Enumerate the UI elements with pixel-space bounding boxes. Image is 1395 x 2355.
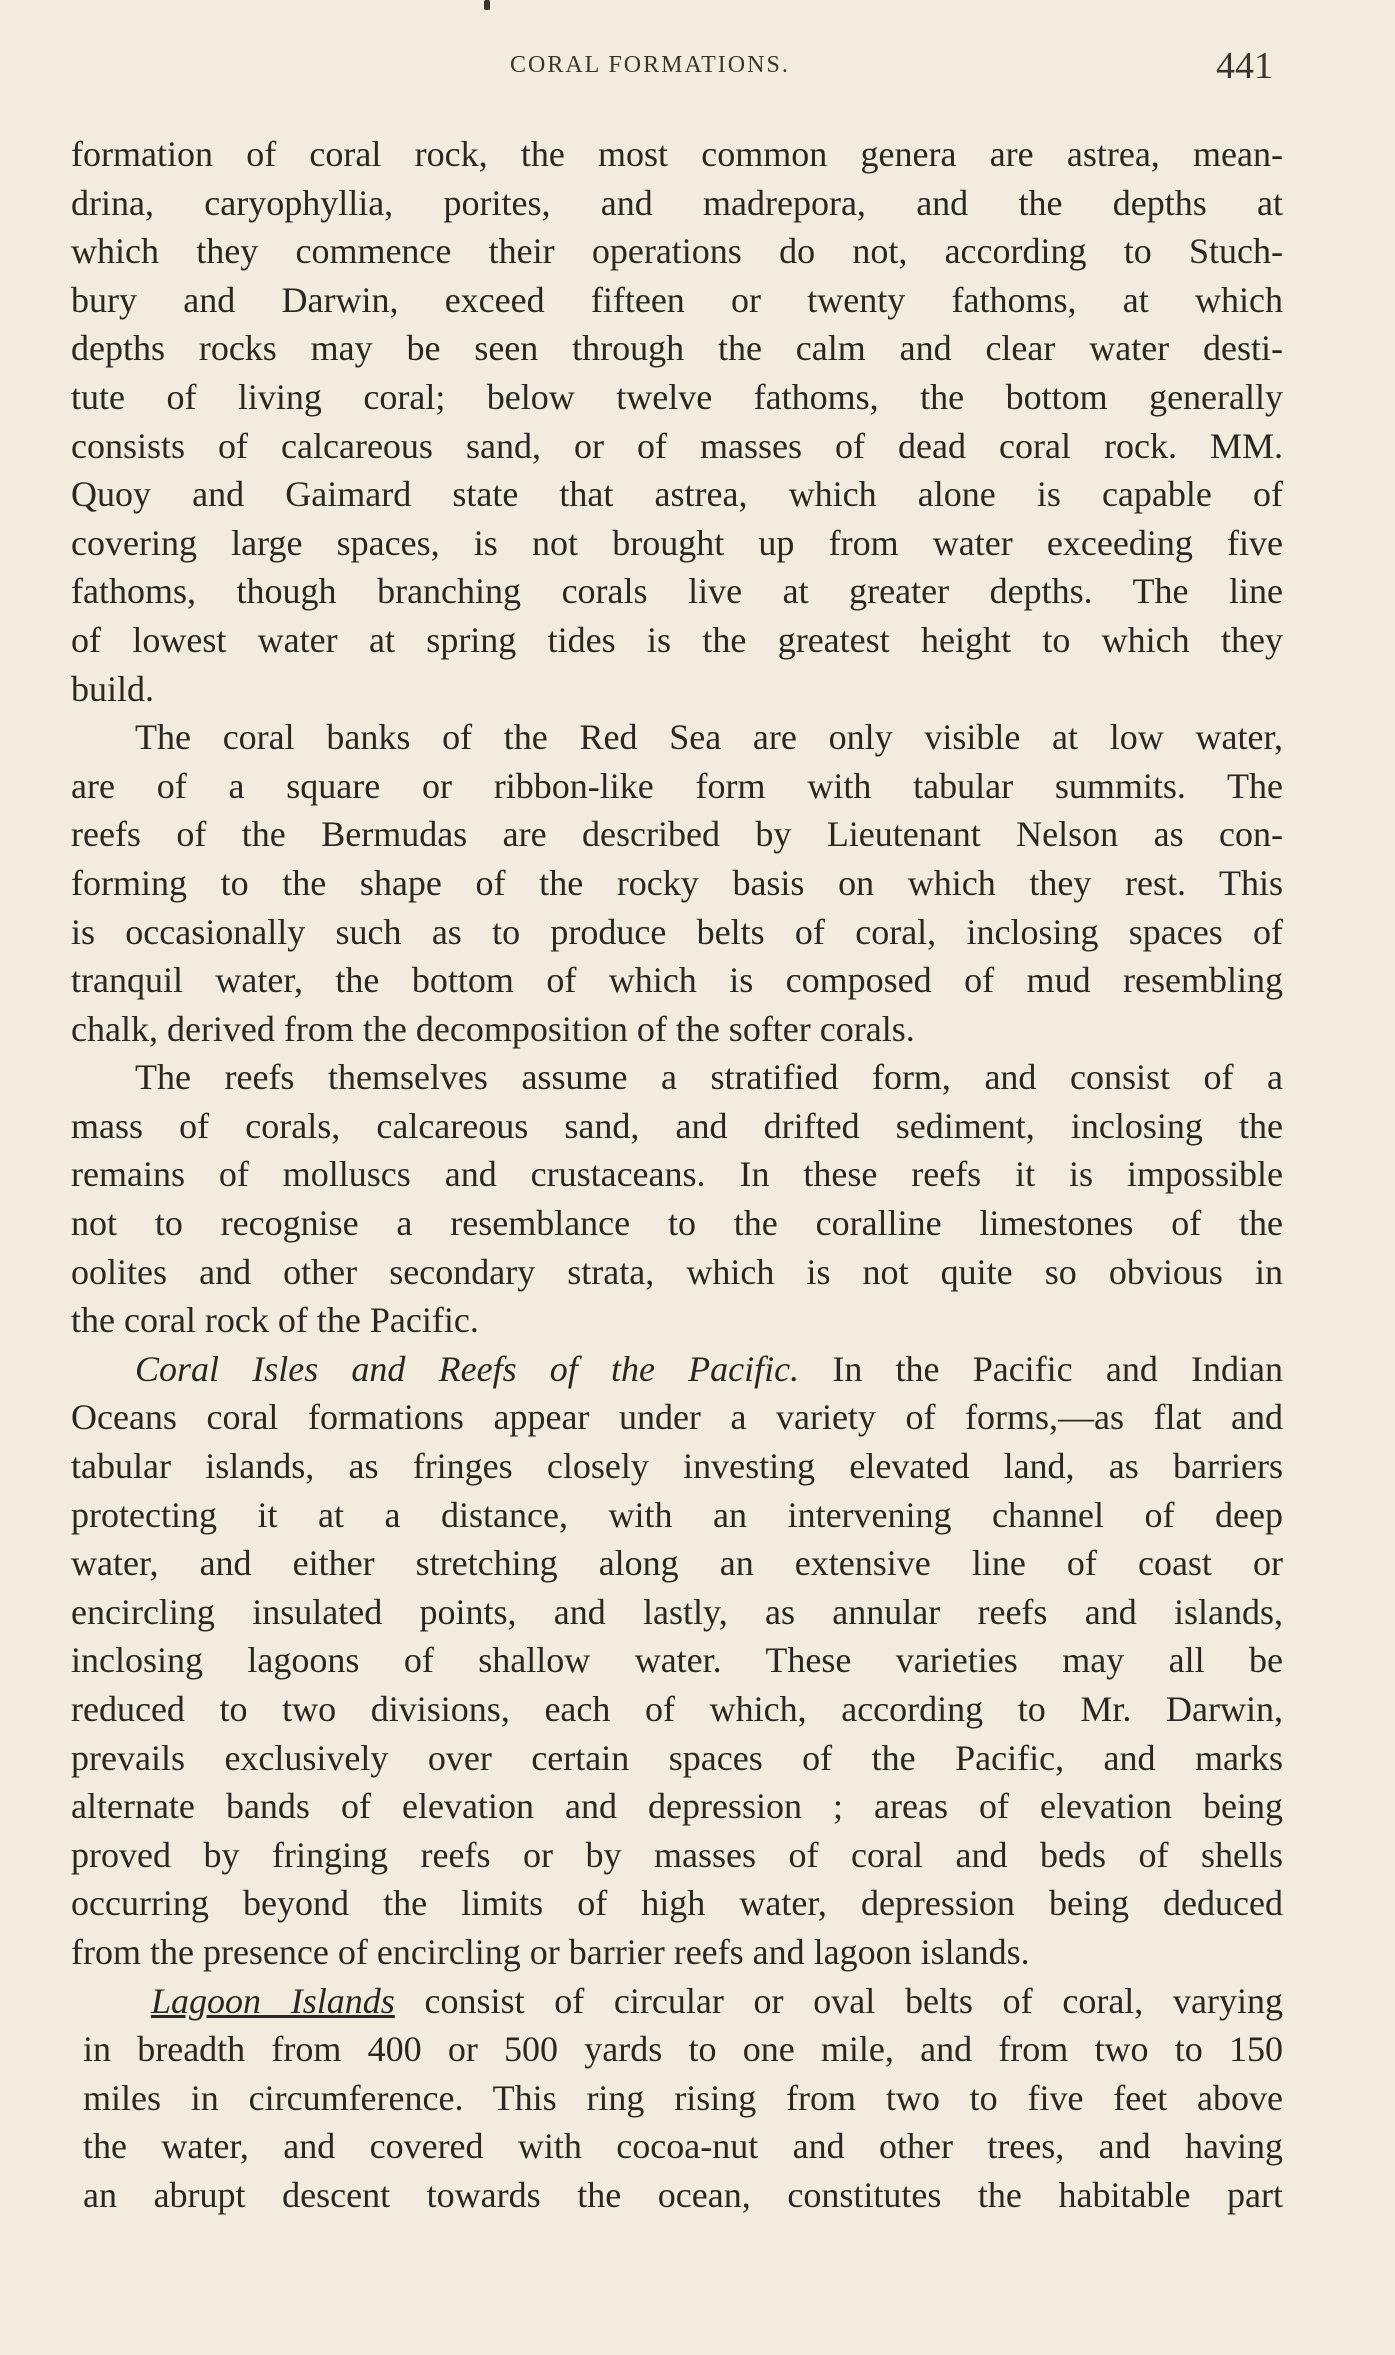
text-line: Quoy and Gaimard state that astrea, which alone is capable of xyxy=(71,474,1283,515)
paragraph-last-line: from the presence of encircling or barrier reefs and lagoon islands. xyxy=(71,1931,1030,1972)
text-line: are of a square or ribbon-like form with tabular summits. The xyxy=(71,765,1283,806)
paragraph-last-line: the coral rock of the Pacific. xyxy=(71,1300,479,1341)
text-line: inclosing lagoons of shallow water. These varieties may all be xyxy=(71,1640,1283,1681)
text-line: occurring beyond the limits of high water, depression being deduced xyxy=(71,1883,1283,1924)
text-line: reduced to two divisions, each of which, according to Mr. Darwin, xyxy=(71,1689,1283,1729)
text-line: forming to the shape of the rocky basis on which they rest. This xyxy=(71,862,1283,903)
text-line: not to recognise a resemblance to the coralline limestones of the xyxy=(71,1203,1283,1244)
text-line: water, and either stretching along an extensive line of coast or xyxy=(71,1543,1283,1584)
text-line: remains of molluscs and crustaceans. In these reefs it is impossible xyxy=(71,1154,1283,1195)
paragraph-first-line: The coral banks of the Red Sea are only visible at low water, xyxy=(135,717,1283,758)
text-line: depths rocks may be seen through the calm and clear water desti- xyxy=(71,328,1283,369)
text-line: Oceans coral formations appear under a variety of forms,—as flat and xyxy=(71,1397,1283,1438)
text-line: of lowest water at spring tides is the greatest height to which they xyxy=(71,619,1283,660)
paragraph-last-line: chalk, derived from the decomposition of the softer corals. xyxy=(71,1008,915,1049)
text-line: alternate bands of elevation and depression ; areas of elevation being xyxy=(71,1786,1283,1827)
text-line: covering large spaces, is not brought up from water exceeding five xyxy=(71,522,1283,563)
text-line: consists of calcareous sand, or of masses of dead coral rock. MM. xyxy=(71,425,1283,466)
paragraph-first-line: The reefs themselves assume a stratified form, and consist of a xyxy=(135,1057,1283,1098)
section-heading: Coral Isles and Reefs of the Pacific. xyxy=(135,1348,800,1389)
text-line: tabular islands, as fringes closely investing elevated land, as barriers xyxy=(71,1446,1283,1487)
text-line: tranquil water, the bottom of which is composed of mud resembling xyxy=(71,960,1283,1001)
body-text xyxy=(71,130,1283,2220)
text-line: the water, and covered with cocoa-nut and other trees, and having xyxy=(83,2126,1283,2167)
text-line: encircling insulated points, and lastly, as annular reefs and islands, xyxy=(71,1591,1283,1632)
text-run: In the Pacific and Indian xyxy=(799,1348,1283,1389)
text-line: an abrupt descent towards the ocean, constitutes the habitable part xyxy=(83,2174,1283,2215)
text-line: proved by fringing reefs or by masses of coral and beds of shells xyxy=(71,1834,1283,1875)
text-line: bury and Darwin, exceed fifteen or twenty fathoms, at which xyxy=(71,279,1283,320)
text-line: is occasionally such as to produce belts of coral, inclosing spaces of xyxy=(71,911,1283,952)
section-heading-line xyxy=(71,1345,1283,1394)
running-head: CORAL FORMATIONS. xyxy=(510,52,790,78)
text-line: miles in circumference. This ring rising from two to five feet above xyxy=(83,2077,1283,2118)
text-line: mass of corals, calcareous sand, and drifted sediment, inclosing the xyxy=(71,1105,1283,1146)
text-run: consist of circular or oval belts of coral, varying xyxy=(394,1980,1283,2021)
section-heading: Lagoon Islands xyxy=(151,1980,395,2021)
text-line: reefs of the Bermudas are described by Lieutenant Nelson as con- xyxy=(71,814,1283,855)
text-line: oolites and other secondary strata, which is not quite so obvious in xyxy=(71,1251,1283,1292)
text-line: prevails exclusively over certain spaces of the Pacific, and marks xyxy=(71,1737,1283,1778)
page-number: 441 xyxy=(1216,45,1273,87)
paragraph-last-line: build. xyxy=(71,668,155,709)
text-line: formation of coral rock, the most common genera are astrea, mean- xyxy=(71,134,1283,174)
text-line: which they commence their operations do not, according to Stuch- xyxy=(71,231,1283,272)
text-line: protecting it at a distance, with an intervening channel of deep xyxy=(71,1494,1283,1535)
section-heading-line xyxy=(71,1977,1283,2026)
text-line: fathoms, though branching corals live at greater depths. The line xyxy=(71,571,1283,612)
ink-mark xyxy=(484,0,490,10)
text-line: in breadth from 400 or 500 yards to one mile, and from two to 150 xyxy=(83,2029,1283,2070)
text-line: tute of living coral; below twelve fathoms, the bottom generally xyxy=(71,376,1283,417)
text-line: drina, caryophyllia, porites, and madrepora, and the depths at xyxy=(71,182,1283,223)
